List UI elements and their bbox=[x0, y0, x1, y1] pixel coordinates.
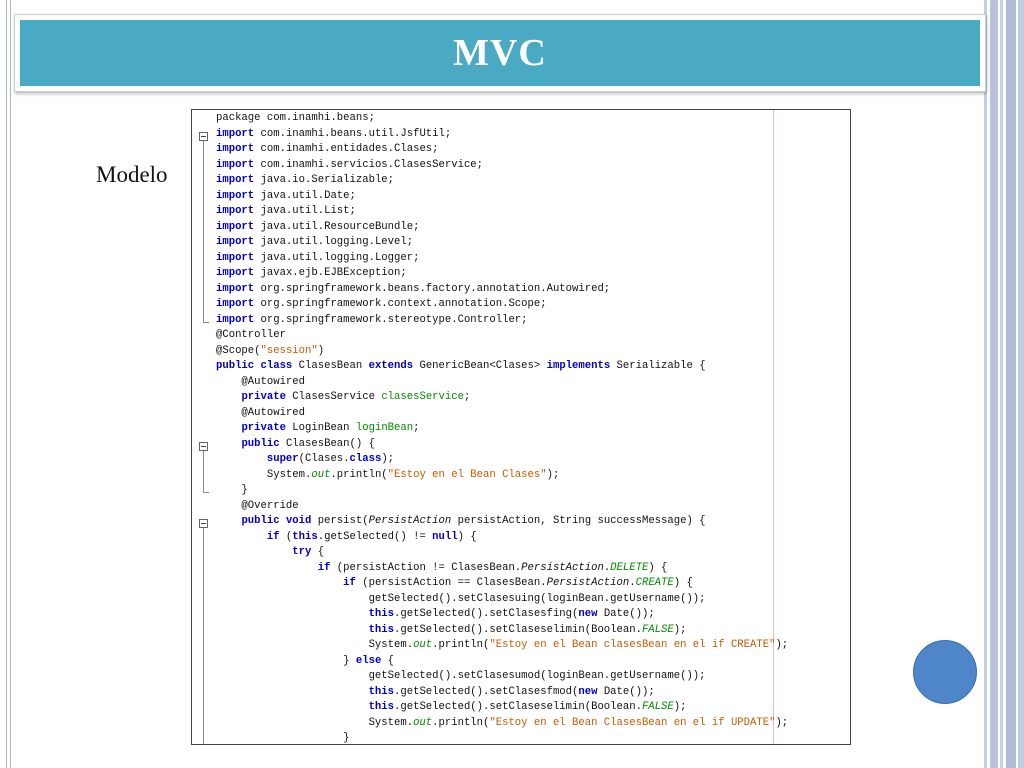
code-line bbox=[216, 220, 788, 236]
code-token: out bbox=[413, 639, 433, 651]
code-token: import bbox=[216, 282, 255, 295]
code-token: PersistAction bbox=[546, 577, 630, 589]
code-token: (persistAction == ClasesBean. bbox=[355, 577, 547, 589]
code-token: . bbox=[629, 577, 636, 589]
code-token: getSelected().setClasesuing(loginBean.getUsername()); bbox=[216, 592, 706, 605]
code-token bbox=[216, 546, 292, 558]
code-line bbox=[216, 731, 788, 745]
code-token: { bbox=[381, 654, 395, 667]
code-token: .println( bbox=[432, 639, 490, 651]
code-token: .getSelected().setClasesfing( bbox=[394, 608, 579, 620]
code-token: super bbox=[266, 453, 299, 465]
code-line bbox=[216, 468, 788, 484]
code-line bbox=[216, 545, 788, 561]
code-token: java.util.ResourceBundle; bbox=[254, 220, 420, 233]
fold-icon bbox=[199, 519, 208, 528]
left-border-line bbox=[6, 0, 7, 768]
code-token bbox=[216, 562, 318, 574]
code-line bbox=[216, 127, 788, 143]
code-token: .getSelected() != bbox=[317, 530, 433, 543]
code-token: PersistAction bbox=[521, 561, 604, 574]
code-line bbox=[216, 530, 788, 546]
code-token: persist( bbox=[311, 515, 369, 527]
code-token: import bbox=[216, 298, 255, 310]
code-token: try bbox=[292, 546, 312, 558]
code-token: ); bbox=[775, 639, 789, 651]
code-line bbox=[216, 375, 788, 391]
code-token: org.springframework.context.annotation.Scope; bbox=[254, 298, 547, 310]
code-token bbox=[216, 391, 241, 403]
code-token: ) { bbox=[648, 561, 668, 574]
code-token: if bbox=[343, 577, 356, 589]
code-line bbox=[216, 158, 788, 174]
code-line bbox=[216, 437, 788, 453]
code-token: ; bbox=[463, 391, 471, 403]
code-token: null bbox=[432, 530, 458, 543]
code-token: import bbox=[216, 143, 255, 155]
title-banner bbox=[20, 20, 980, 86]
right-decorative-border bbox=[984, 0, 1024, 768]
code-token: import bbox=[216, 236, 255, 248]
code-token bbox=[216, 515, 241, 527]
code-token: (persistAction != ClasesBean. bbox=[330, 561, 522, 574]
code-line bbox=[216, 204, 788, 220]
code-token: public class bbox=[216, 360, 293, 372]
code-token: ; bbox=[413, 422, 420, 434]
code-token: class bbox=[349, 453, 382, 465]
code-line bbox=[216, 189, 788, 205]
code-token: import bbox=[216, 251, 255, 264]
code-token: extends bbox=[368, 360, 414, 372]
code-token: FALSE bbox=[641, 701, 674, 713]
code-token: . bbox=[603, 561, 611, 574]
fold-end-marker bbox=[203, 492, 209, 493]
code-line bbox=[216, 654, 788, 670]
code-token: } bbox=[216, 654, 356, 667]
code-line bbox=[216, 251, 788, 267]
slide-title: MVC bbox=[453, 32, 547, 74]
code-line bbox=[216, 297, 788, 313]
code-token: ClasesService bbox=[285, 391, 382, 403]
code-token bbox=[216, 438, 241, 450]
source-code bbox=[216, 111, 788, 745]
code-token: Serializable { bbox=[610, 360, 706, 372]
code-token: ); bbox=[673, 623, 687, 636]
code-token: import bbox=[216, 189, 255, 202]
code-token bbox=[216, 422, 241, 434]
code-token: private bbox=[241, 422, 286, 434]
code-line bbox=[216, 266, 788, 282]
code-token: import bbox=[216, 220, 255, 233]
code-token: new bbox=[578, 608, 598, 620]
fold-guide-line bbox=[203, 451, 204, 492]
code-line bbox=[216, 328, 788, 344]
code-token: implements bbox=[546, 360, 611, 372]
code-token: com.inamhi.beans.util.JsfUtil; bbox=[254, 127, 452, 140]
code-token: package com.inamhi.beans; bbox=[216, 112, 375, 124]
code-token: org.springframework.beans.factory.annotation.Autowired; bbox=[254, 282, 611, 295]
code-token: DELETE bbox=[610, 561, 649, 574]
code-token: if bbox=[317, 561, 331, 574]
code-token: PersistAction bbox=[368, 515, 452, 527]
code-line bbox=[216, 669, 788, 685]
code-token: java.util.List; bbox=[254, 205, 356, 217]
code-line bbox=[216, 173, 788, 189]
code-token: com.inamhi.entidades.Clases; bbox=[254, 143, 439, 155]
code-line bbox=[216, 716, 788, 732]
code-token: ) { bbox=[673, 577, 693, 589]
code-token: CREATE bbox=[635, 577, 674, 589]
code-token: java.util.Date; bbox=[254, 189, 356, 202]
code-token: LoginBean bbox=[285, 422, 356, 434]
code-token: .getSelected().setClaseselimin(Boolean. bbox=[394, 701, 642, 713]
code-panel bbox=[191, 109, 851, 745]
code-token: "session" bbox=[260, 344, 318, 357]
code-line bbox=[216, 700, 788, 716]
code-token bbox=[216, 686, 369, 698]
code-token: "Estoy en el Bean ClasesBean en el if UPDATE" bbox=[489, 716, 776, 729]
code-token bbox=[216, 608, 369, 620]
fold-guide-line bbox=[203, 141, 204, 322]
code-token: private bbox=[241, 391, 286, 403]
code-token: this bbox=[368, 623, 395, 636]
left-border-line bbox=[10, 0, 11, 768]
code-token: ) bbox=[317, 344, 325, 357]
code-line bbox=[216, 235, 788, 251]
code-token: System. bbox=[216, 639, 414, 651]
code-token: @Autowired bbox=[216, 375, 306, 388]
code-line bbox=[216, 313, 788, 329]
code-token: @Autowired bbox=[216, 406, 306, 419]
code-token: ClasesBean bbox=[292, 360, 369, 372]
code-token: out bbox=[311, 468, 331, 481]
code-token: this bbox=[368, 608, 395, 620]
code-token: new bbox=[578, 685, 598, 698]
section-label: Modelo bbox=[96, 162, 168, 187]
code-token bbox=[216, 531, 267, 543]
code-token: ) { bbox=[457, 530, 477, 543]
code-token: .println( bbox=[432, 716, 490, 729]
code-token: ); bbox=[546, 468, 560, 481]
code-token: javax.ejb.EJBException; bbox=[254, 267, 407, 279]
code-token: this bbox=[368, 701, 395, 713]
code-token: .getSelected().setClaseselimin(Boolean. bbox=[394, 623, 642, 636]
code-line bbox=[216, 576, 788, 592]
code-token: import bbox=[216, 174, 255, 186]
code-token: ); bbox=[775, 716, 789, 729]
code-token: out bbox=[413, 716, 433, 729]
code-token: getSelected().setClasesumod(loginBean.getUsername()); bbox=[216, 670, 706, 682]
code-token: persistAction, String successMessage) { bbox=[451, 515, 706, 527]
code-token: Date()); bbox=[597, 685, 655, 698]
code-line bbox=[216, 561, 788, 577]
code-token: GenericBean<Clases> bbox=[413, 360, 547, 372]
code-token: ClasesBean() { bbox=[279, 437, 375, 450]
code-line bbox=[216, 282, 788, 298]
code-token: this bbox=[368, 685, 395, 698]
fold-icon bbox=[199, 442, 208, 451]
code-token: @Controller bbox=[216, 329, 286, 341]
code-token: (Clases. bbox=[298, 453, 350, 465]
code-token: this bbox=[292, 530, 318, 543]
code-token: FALSE bbox=[641, 623, 674, 636]
code-token bbox=[216, 453, 267, 465]
code-token: if bbox=[266, 530, 280, 543]
code-line bbox=[216, 607, 788, 623]
code-line bbox=[216, 638, 788, 654]
code-line bbox=[216, 592, 788, 608]
code-token: import bbox=[216, 313, 255, 326]
code-token: } bbox=[216, 484, 248, 496]
code-token: import bbox=[216, 205, 255, 217]
code-token bbox=[216, 624, 369, 636]
code-token: import bbox=[216, 158, 255, 171]
code-token: ); bbox=[673, 701, 687, 713]
code-token: import bbox=[216, 127, 255, 140]
code-line bbox=[216, 514, 788, 530]
decorative-circle bbox=[913, 640, 977, 704]
code-token: import bbox=[216, 267, 255, 279]
code-token: @Scope( bbox=[216, 344, 261, 357]
code-token bbox=[216, 701, 369, 713]
code-line bbox=[216, 499, 788, 515]
code-token: } bbox=[216, 732, 350, 744]
code-token: "Estoy en el Bean clasesBean en el if CREATE" bbox=[489, 639, 776, 651]
code-token: @Override bbox=[216, 499, 299, 512]
title-banner-frame bbox=[14, 14, 986, 92]
code-token: Date()); bbox=[597, 608, 655, 620]
code-line bbox=[216, 390, 788, 406]
code-line bbox=[216, 452, 788, 468]
code-token: System. bbox=[216, 716, 414, 729]
code-line bbox=[216, 421, 788, 437]
code-line bbox=[216, 623, 788, 639]
code-token: System. bbox=[216, 468, 312, 481]
code-token bbox=[216, 577, 343, 589]
code-token: .println( bbox=[330, 468, 388, 481]
code-line bbox=[216, 685, 788, 701]
code-line bbox=[216, 142, 788, 158]
code-token: else bbox=[355, 654, 382, 667]
code-line bbox=[216, 344, 788, 360]
code-token: com.inamhi.servicios.ClasesService; bbox=[254, 158, 484, 171]
code-line bbox=[216, 359, 788, 375]
code-token: java.util.logging.Logger; bbox=[254, 251, 420, 264]
code-token: ); bbox=[381, 453, 395, 465]
code-token: org.springframework.stereotype.Controller; bbox=[254, 313, 528, 326]
code-token: java.io.Serializable; bbox=[254, 174, 395, 186]
fold-guide-line bbox=[203, 528, 204, 744]
code-token: loginBean bbox=[355, 422, 414, 434]
code-token: { bbox=[311, 546, 325, 558]
code-token: ( bbox=[279, 530, 293, 543]
code-token: clasesService bbox=[381, 391, 464, 403]
code-token: "Estoy en el Bean Clases" bbox=[387, 468, 547, 481]
code-line bbox=[216, 111, 788, 127]
code-line bbox=[216, 406, 788, 422]
fold-end-marker bbox=[203, 322, 209, 323]
code-token: java.util.logging.Level; bbox=[254, 236, 414, 248]
code-token: public void bbox=[241, 515, 312, 527]
code-line bbox=[216, 483, 788, 499]
fold-icon bbox=[199, 132, 208, 141]
code-token: public bbox=[241, 437, 280, 450]
code-token: .getSelected().setClasesfmod( bbox=[394, 685, 579, 698]
